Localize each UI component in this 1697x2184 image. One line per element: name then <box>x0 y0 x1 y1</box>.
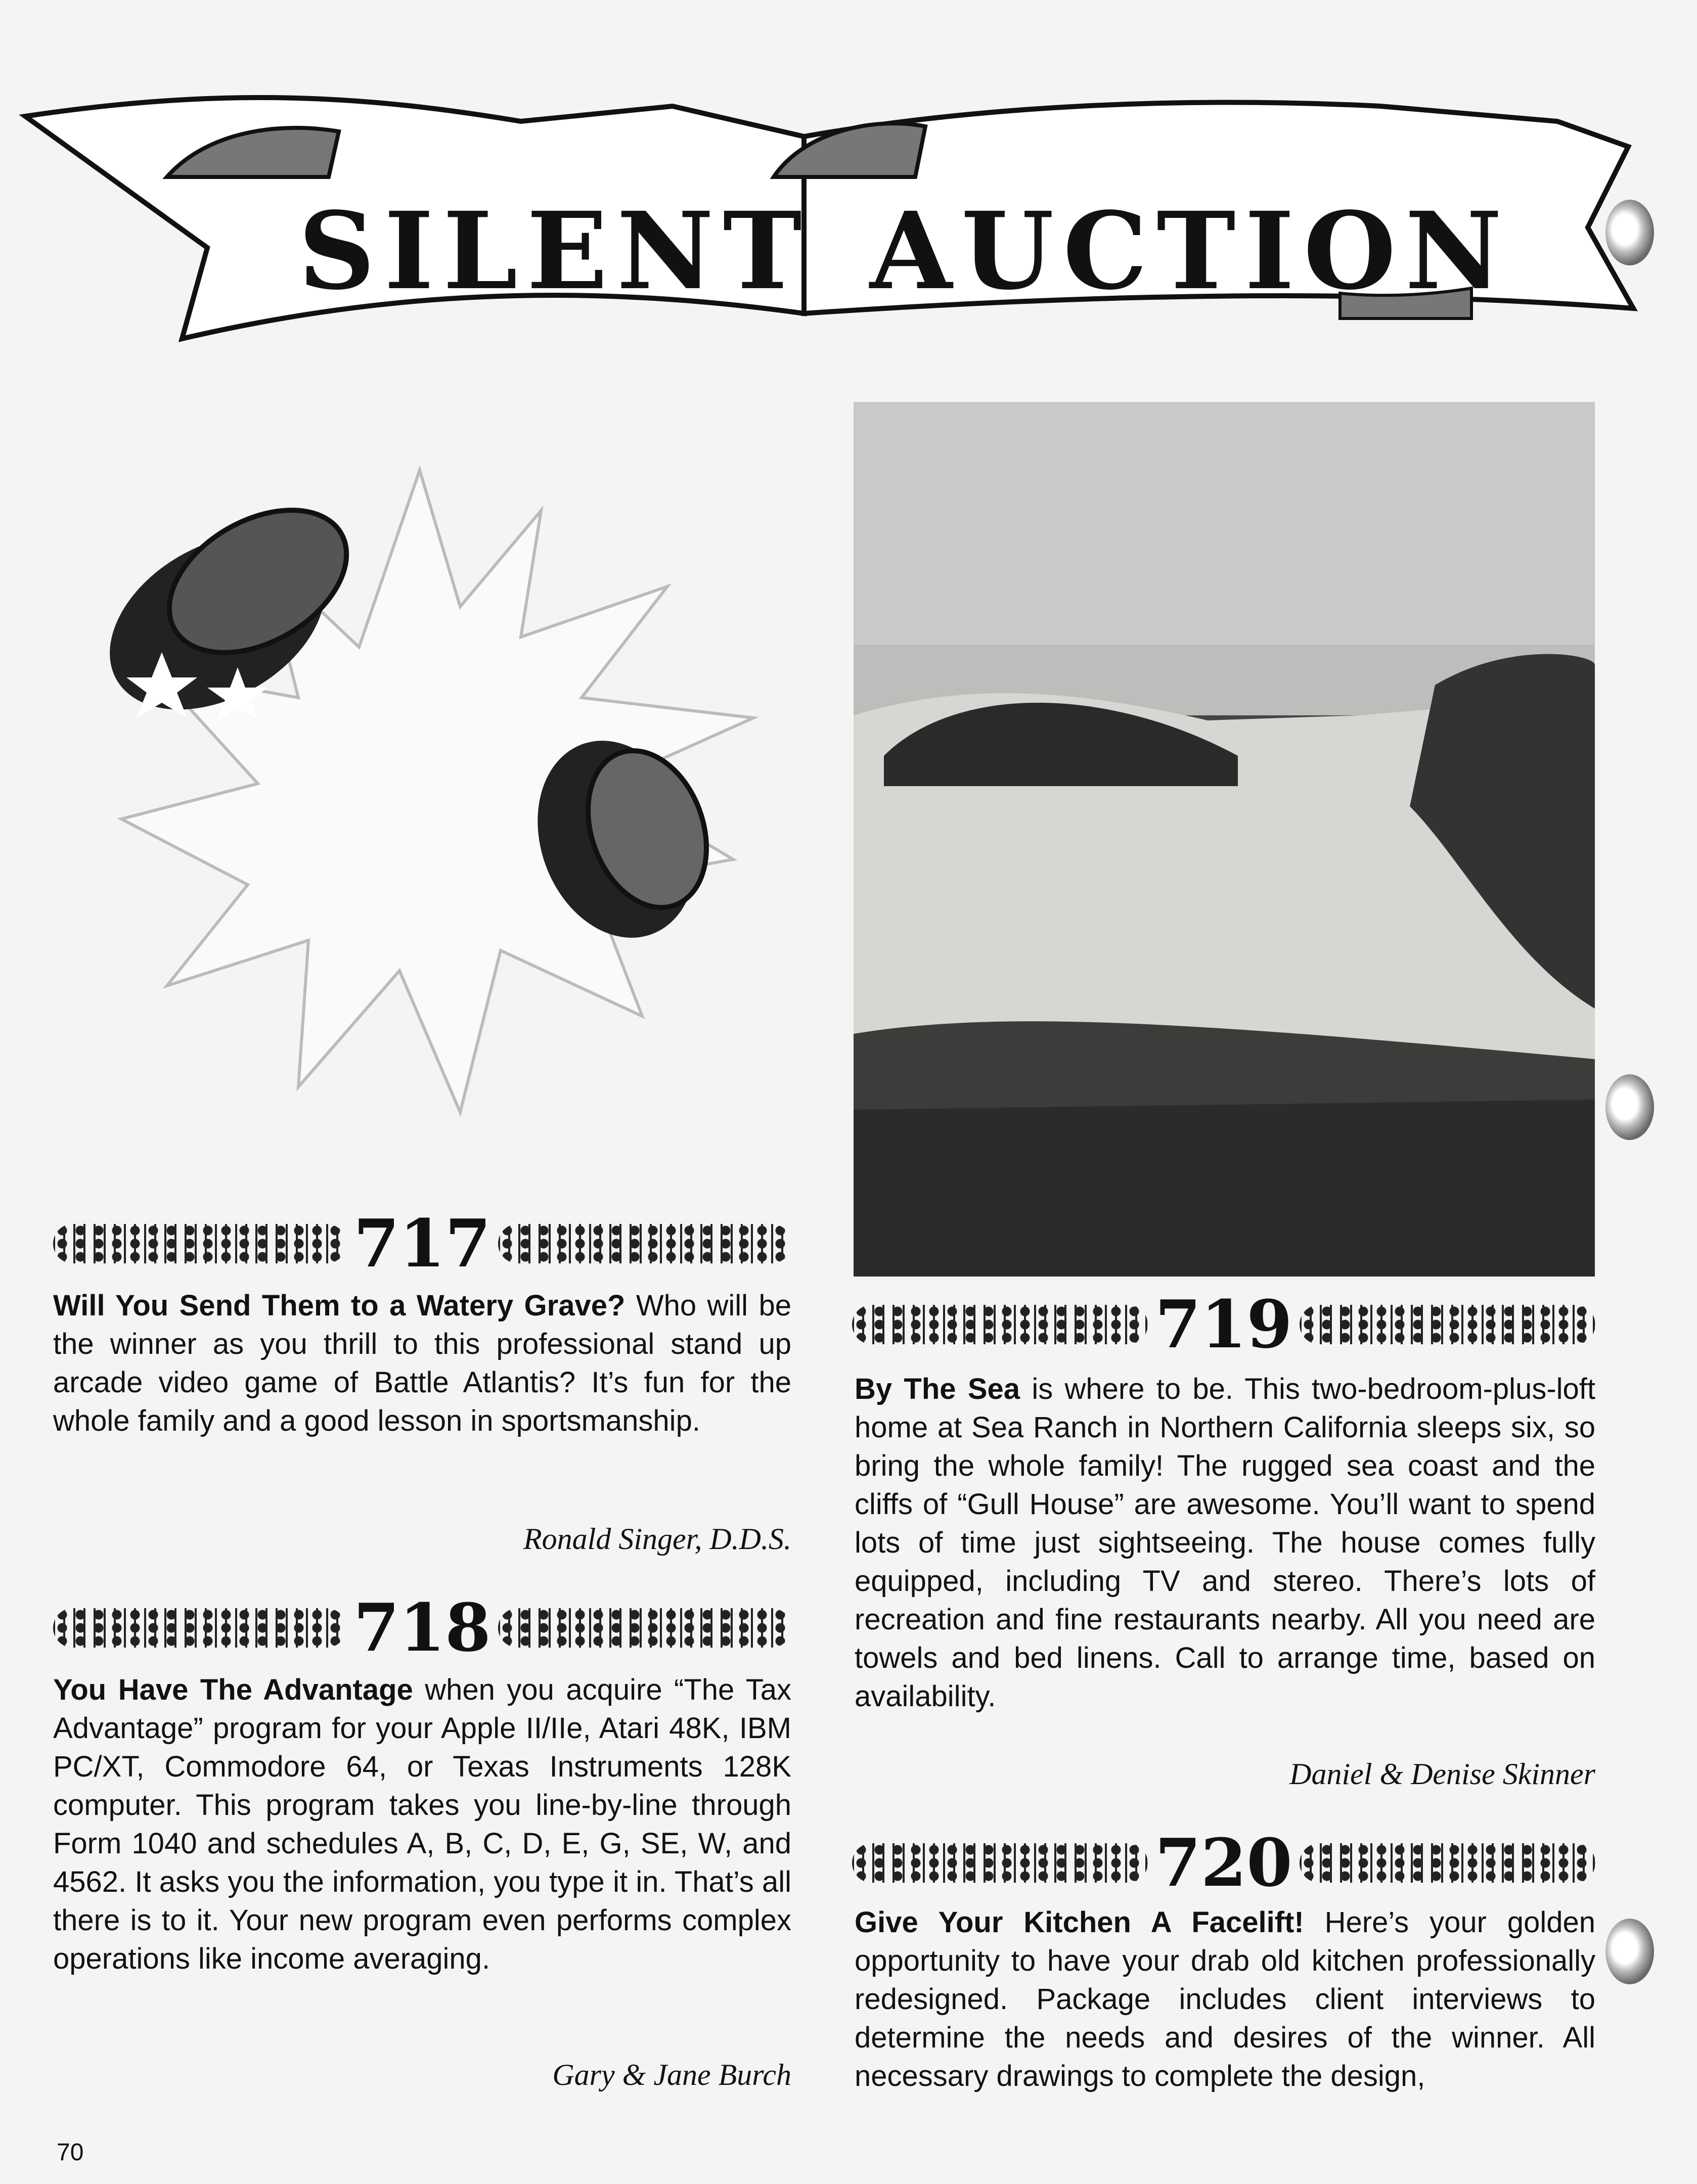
binder-hole <box>1605 200 1654 265</box>
lot-718-heading <box>53 1589 791 1666</box>
star-border-right <box>1300 1843 1595 1883</box>
lot-number: 717 <box>353 1205 491 1282</box>
lot-number: 719 <box>1155 1286 1292 1363</box>
binder-hole <box>1605 1919 1654 1984</box>
star-border-left <box>53 1224 346 1263</box>
banner-word-silent: SILENT <box>298 189 811 313</box>
lot-number: 718 <box>353 1589 491 1666</box>
page-number: 70 <box>57 2139 84 2166</box>
lot-number: 720 <box>1155 1824 1292 1901</box>
binder-hole <box>1605 1074 1654 1140</box>
lot-717-heading <box>53 1205 791 1282</box>
star-border-right <box>498 1608 791 1648</box>
title-banner <box>15 76 1648 359</box>
lot-text: when you acquire “The Tax Advantage” program for your Apple II/IIe, Atari 48K, IBM PC/XT, Commodore 64, or Texas Instruments 128K computer. This program takes you line-by-line through Form 1040 and schedules A, B, C, D, E, G, SE, W, and 4562. It asks you the information, you type it in. That’s all there is to it. Your new program even performs complex operations like income averaging. <box>53 1673 791 1975</box>
star-border-left <box>852 1305 1148 1344</box>
lot-717-description <box>53 1287 791 1440</box>
lot-718-description <box>53 1671 791 1978</box>
lot-717-donor: Ronald Singer, D.D.S. <box>523 1522 791 1556</box>
star-border-left <box>852 1843 1148 1883</box>
lot-text: Who will be the winner as you thrill to this professional stand up arcade video game of Battle Atlantis? It’s fun for the whole family and a good lesson in sportsmanship. <box>53 1289 792 1437</box>
lot-lead: Give Your Kitchen A Facelift! <box>855 1906 1304 1939</box>
star-border-right <box>498 1224 791 1263</box>
lot-lead: You Have The Advantage <box>53 1673 413 1706</box>
lot-text: Here’s your golden opportunity to have your drab old kitchen professionally redesigned. Package includes client interviews to determine the needs and desires of the winner. All necessary drawings to complete the design, <box>855 1906 1595 2092</box>
lot-718-donor: Gary & Jane Burch <box>552 2058 791 2091</box>
lot-719-heading <box>852 1286 1595 1363</box>
lot-lead: By The Sea <box>855 1373 1020 1405</box>
firecracker-explosion-illustration <box>46 455 799 1188</box>
lot-lead: Will You Send Them to a Watery Grave? <box>53 1289 626 1322</box>
lot-720-heading <box>852 1824 1595 1901</box>
star-border-right <box>1300 1305 1595 1344</box>
lot-719-donor: Daniel & Denise Skinner <box>1289 1757 1595 1791</box>
banner-word-auction: AUCTION <box>870 189 1511 313</box>
lot-720-description <box>855 1903 1595 2096</box>
sea-ranch-photo <box>854 402 1595 1277</box>
lot-text: is where to be. This two-bedroom-plus-loft home at Sea Ranch in Northern California sleeps six, so bring the whole family! The rugged sea coast and the cliffs of “Gull House” are awesome. You’ll want to spend lots of time just sightseeing. The house comes fully equipped, including TV and stereo. There’s lots of recreation and fine restaurants nearby. All you need are towels and bed linens. Call to arrange time, based on availability. <box>855 1373 1595 1713</box>
star-border-left <box>53 1608 346 1648</box>
lot-719-description <box>855 1370 1595 1716</box>
